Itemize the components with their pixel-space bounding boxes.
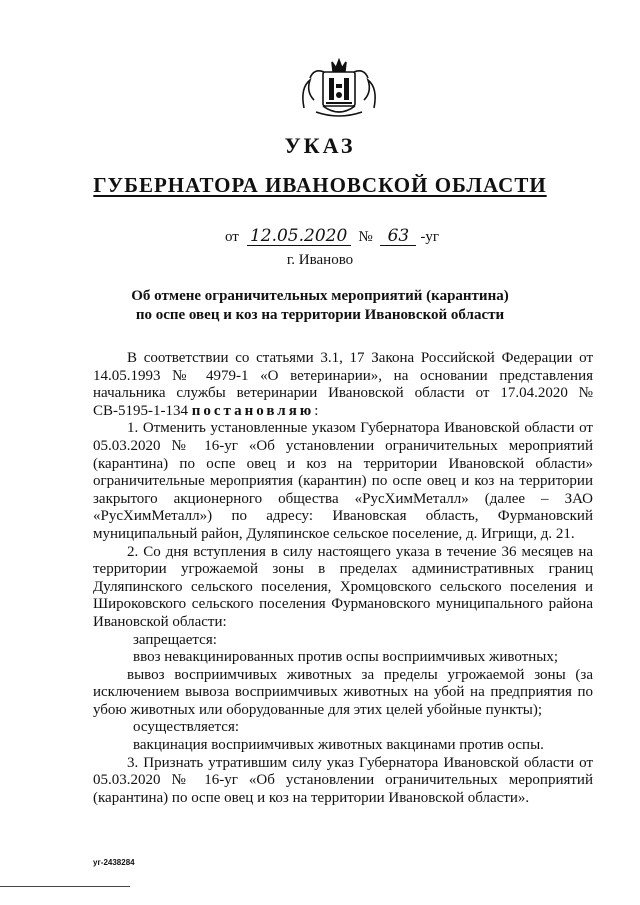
subject-line-1: Об отмене ограничительных мероприятий (карантина)	[131, 288, 509, 304]
decree-colon: :	[314, 402, 319, 419]
prohibited-label: запрещается:	[133, 631, 217, 648]
scan-edge-line	[0, 886, 130, 887]
number-sign: №	[358, 229, 373, 245]
date-prefix: от	[225, 229, 239, 245]
number-suffix: -уг	[420, 229, 440, 245]
document-issuer	[0, 173, 640, 198]
issuer-text: ГУБЕРНАТОРА ИВАНОВСКОЙ ОБЛАСТИ	[93, 173, 547, 197]
subject-line-2: по оспе овец и коз на территории Ивановской области	[135, 307, 505, 323]
coat-of-arms-icon	[296, 58, 382, 120]
decree-word: постановляю	[191, 402, 315, 419]
item-1: 1. Отменить установленные указом Губернатора Ивановской области от 05.03.2020 № 16-уг «Об установлении ограничительных мероприятий (карантина) по оспе овец и коз на территории Ивановской области» ограничительные мероприятия (карантин) по оспе овец и коз на территории закрытого акционерного общества «РусХимМеталл» (далее – ЗАО «РусХимМеталл») по адресу: Ивановская область, Фурмановский муниципальный район, Дуляпинское сельское поселение, д. Игрищи, д. 21.	[93, 420, 593, 542]
prohibited-item-2: вывоз восприимчивых животных за пределы угрожаемой зоны (за исключением вывоза восприимчивых животных на убой на предприятия по убою животных или оборудованные для этих целей убойные пункты);	[93, 666, 593, 718]
city: г. Иваново	[286, 252, 354, 268]
document-title: УКАЗ	[284, 133, 356, 158]
handwritten-number: 63	[380, 228, 416, 246]
preamble-paragraph	[93, 350, 593, 420]
document-code: уг-2438284	[93, 858, 135, 867]
preamble-text: В соответствии со статьями 3.1, 17 Закона Российской Федерации от 14.05.1993 № 4979-1 «О ветеринарии», на основании представления начальника службы ветеринарии Ивановской области от 17.04.2020 № СВ-5195-1-134	[93, 350, 593, 419]
document-subject	[0, 287, 640, 325]
date-number-line	[225, 228, 439, 246]
item-2: 2. Со дня вступления в силу настоящего указа в течение 36 месяцев на территории угрожаемой зоны в пределах административных границ Дуляпинского сельского поселения, Хромцовского сельского поселения и Широковского сельского поселения Фурмановского муниципального района Ивановской области:	[93, 543, 593, 630]
item-3: 3. Признать утратившим силу указ Губернатора Ивановской области от 05.03.2020 № 16-уг «Об установлении ограничительных мероприятий (карантина) по оспе овец и коз на территории Ивановской области».	[93, 754, 593, 806]
document-body	[93, 350, 593, 807]
performed-label: осуществляется:	[133, 719, 240, 736]
handwritten-date: 12.05.2020	[247, 228, 351, 246]
performed-item-1: вакцинация восприимчивых животных вакцинами против оспы.	[133, 737, 544, 754]
prohibited-item-1: ввоз невакцинированных против оспы восприимчивых животных;	[133, 649, 558, 666]
